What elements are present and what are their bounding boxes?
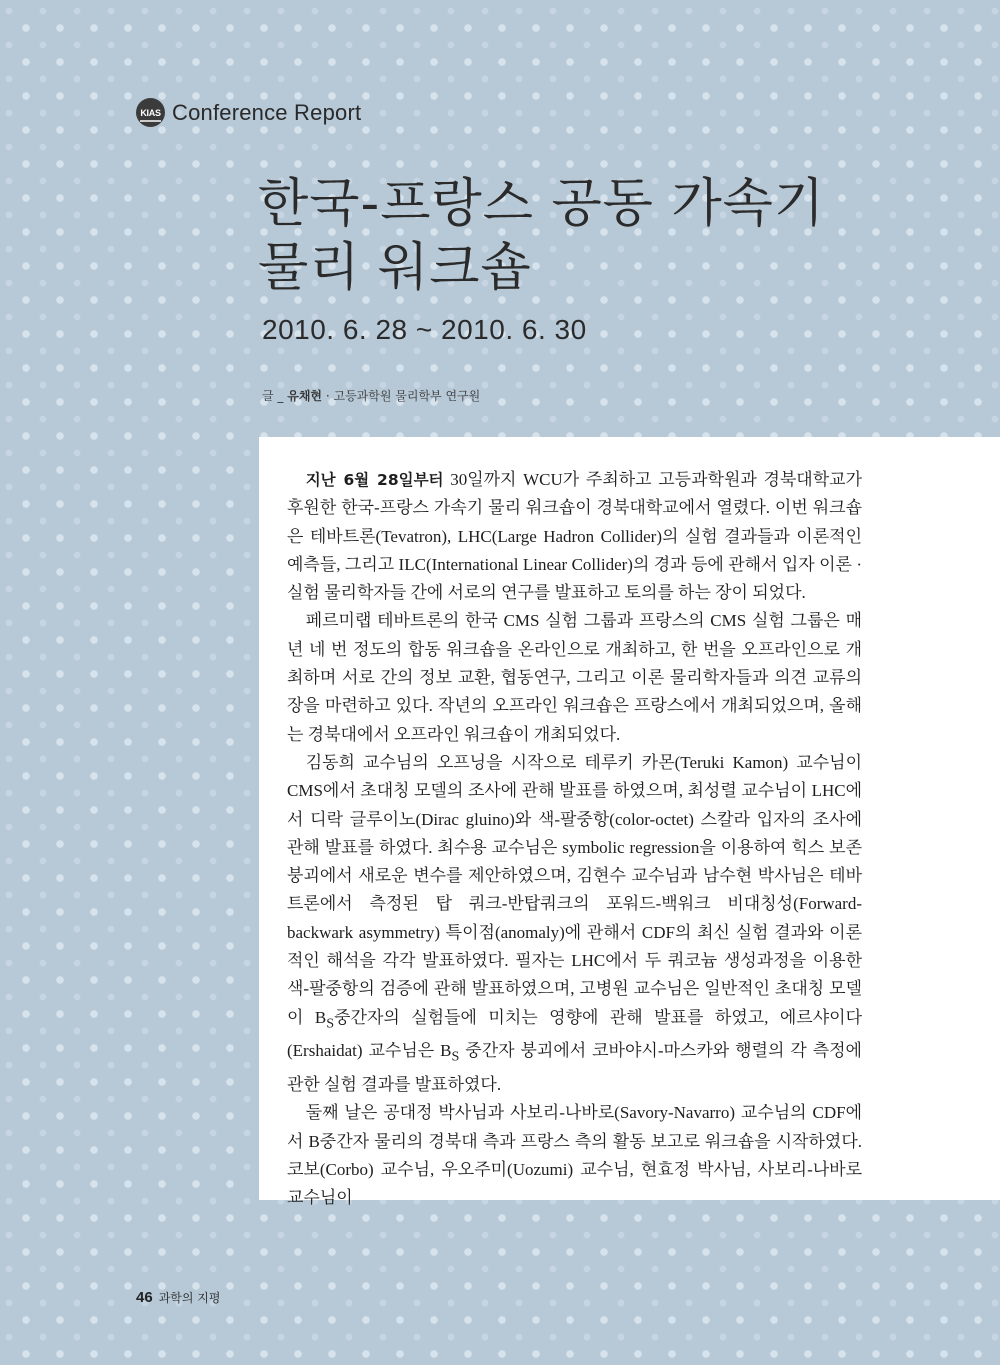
logo-text: KIAS: [140, 107, 161, 118]
event-dates: 2010. 6. 28 ~ 2010. 6. 30: [262, 314, 587, 345]
page-number: 46: [136, 1289, 153, 1306]
subscript: S: [451, 1048, 460, 1065]
paragraph-text: 김동희 교수님의 오프닝을 시작으로 테루키 카몬(Teruki Kamon) 교수님이 CMS에서 초대칭 모델의 조사에 관해 발표를 하였으며, 최성렬 교수님이 LHC에서 디락 글루이노(Dirac gluino)와 색-팔중항(color-octet) 스칼라 입자의 조사에 관해 발표를 하였다. 최수용 교수님은 symbolic regression을 이용하여 힉스 보존 붕괴에서 새로운 변수를 제안하였으며, 김현수 교수님과 남수현 박사님은 테바트론에서 측정된 탑 쿼크-반탑쿼크의 포워드-백워크 비대칭성(Forward-backwark asymmetry) 특이점(anomaly)에 관해서 CDF의 최신 실험 결과와 이론적인 해석을 각각 발표하였다. 필자는 LHC에서 두 쿼코늄 생성과정을 이용한 색-팔중항의 검증에 관해 발표하였으며, 고병원 교수님은 일반적인 초대칭 모델이 B: [287, 752, 862, 1027]
title-line-2: 물리 워크숍: [258, 238, 532, 298]
article-paragraph: [287, 466, 862, 607]
article-paragraph: 둘째 날은 공대정 박사님과 사보리-나바로(Savory-Navarro) 교수님의 CDF에서 B중간자 물리의 경북대 측과 프랑스 측의 활동 보고로 워크숍을 시작하였다. 코보(Corbo) 교수님, 우오주미(Uozumi) 교수님, 현효정 박사님, 사보리-나바로 교수님이: [287, 1103, 862, 1208]
author-name: 유채현: [287, 389, 323, 403]
section-label: Conference Report: [172, 99, 362, 125]
byline-prefix: 글 _: [262, 389, 284, 403]
article-body: [287, 466, 862, 1213]
magazine-name: 과학의 지평: [158, 1291, 221, 1305]
page-footer: [136, 1289, 220, 1306]
paragraph-text: 중간자 붕괴에서 코바야시-마스카와 행렬의 각 측정에 관한 실험 결과를 발표하였다.: [287, 1041, 862, 1095]
section-header: [136, 98, 361, 127]
article-paragraph: [287, 749, 862, 1099]
kias-logo: [136, 98, 165, 127]
article-paragraph: 페르미랩 테바트론의 한국 CMS 실험 그룹과 프랑스의 CMS 실험 그룹은 매년 네 번 정도의 합동 워크숍을 온라인으로 개최하고, 한 번을 오프라인으로 개최하며 서로 간의 정보 교환, 협동연구, 그리고 이론 물리학자들과 의견 교류의 장을 마련하고 있다. 작년의 오프라인 워크숍은 프랑스에서 개최되었으며, 올해는 경북대에서 오프라인 워크숍이 개최되었다.: [287, 611, 862, 744]
author-affiliation: · 고등과학원 물리학부 연구원: [325, 389, 481, 403]
article-lead: 지난 6월 28일부터: [305, 471, 444, 489]
page-title: [258, 172, 825, 300]
byline: [262, 387, 480, 404]
title-line-1: 한국-프랑스 공동 가속기: [258, 174, 826, 234]
paragraph-text: 중간자의 실험들에 미치는 영향에 관해 발표를 하였고, 에르샤이다(Ershaidat) 교수님은 B: [287, 1007, 862, 1061]
paragraph-text: 30일까지 WCU가 주최하고 고등과학원과 경북대학교가 후원한 한국-프랑스 가속기 물리 워크숍이 경북대학교에서 열렸다. 이번 워크숍은 테바트론(Tevatron), LHC(Large Hadron Collider)의 실험 결과들과 이론적인 예측들, 그리고 ILC(International Linear Collider)의 경과 등에 관해서 입자 이론 · 실험 물리학자들 간에 서로의 연구를 발표하고 토의를 하는 장이 되었다.: [287, 470, 862, 603]
subscript: S: [326, 1015, 335, 1032]
